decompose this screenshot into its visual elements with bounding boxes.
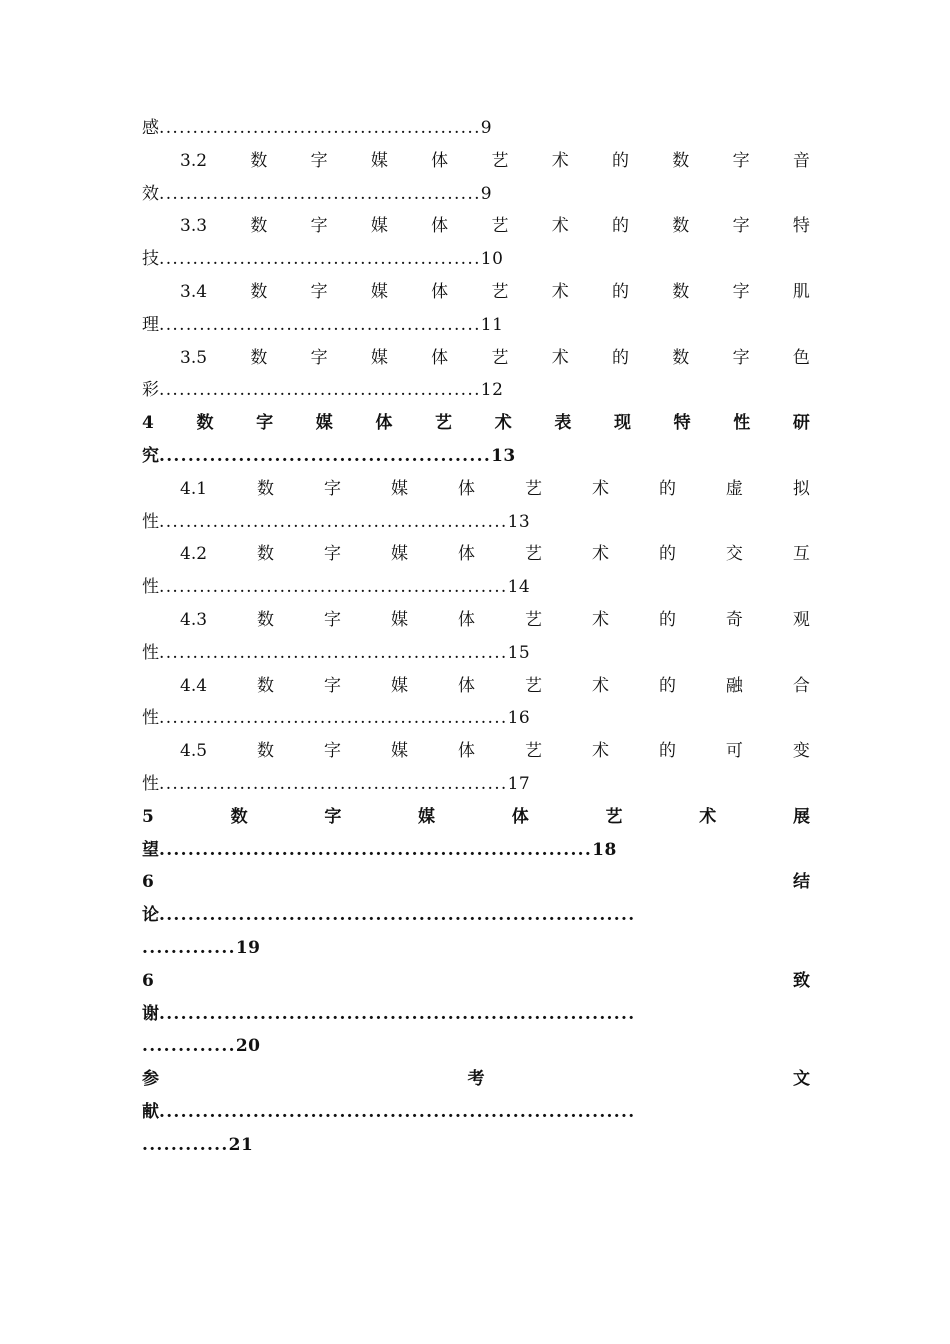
toc-heading-token: 的 (658, 675, 676, 696)
toc-line (142, 145, 810, 178)
toc-heading-token: 字 (324, 741, 342, 762)
toc-heading-token: 数 (672, 281, 690, 302)
toc-heading-token: 艺 (524, 544, 542, 565)
toc-heading-token: 肌 (792, 281, 810, 302)
toc-line (142, 670, 810, 703)
toc-heading-token: 6 (142, 970, 154, 991)
toc-heading-token: 特 (792, 216, 810, 237)
toc-heading-token: 4 (142, 413, 154, 434)
toc-page-number: 20 (235, 1036, 261, 1057)
toc-heading-token: 结 (793, 872, 810, 893)
toc-heading-text: 性 (142, 511, 159, 532)
toc-heading-token: 字 (324, 609, 342, 630)
toc-heading-token: 数 (257, 609, 275, 630)
toc-heading-token: 媒 (391, 544, 408, 565)
toc-heading-token: 术 (591, 544, 609, 565)
toc-heading-token: 数 (257, 675, 275, 696)
toc-heading-token: 数 (672, 150, 690, 171)
toc-heading-token: 合 (792, 675, 810, 696)
toc-heading-token: 参 (142, 1069, 159, 1090)
toc-heading-token: 术 (494, 413, 512, 434)
toc-heading-token: 媒 (315, 413, 333, 434)
toc-heading-token: 字 (324, 806, 342, 827)
toc-heading-token: 媒 (370, 150, 388, 171)
toc-heading-text: 效 (142, 183, 159, 204)
toc-heading-token: 6 (142, 872, 154, 893)
toc-heading-text: 性 (142, 577, 159, 598)
toc-heading-token: 4.3 (180, 609, 208, 630)
toc-heading-token: 考 (467, 1069, 485, 1090)
toc-page-number: 10 (480, 249, 504, 270)
toc-heading-token: 3.4 (180, 281, 208, 302)
toc-heading-text: 望 (142, 839, 159, 860)
toc-heading-token: 数 (250, 347, 268, 368)
toc-heading-token: 5 (142, 806, 154, 827)
toc-heading-token: 数 (250, 281, 268, 302)
toc-line (142, 309, 810, 342)
toc-line (142, 768, 810, 801)
toc-heading-token: 奇 (725, 609, 743, 630)
toc-heading-token: 虚 (725, 478, 743, 499)
toc-heading-token: 艺 (524, 478, 542, 499)
toc-dot-leader: ................................................ (159, 118, 481, 138)
toc-heading-token: 媒 (370, 347, 388, 368)
toc-line (142, 932, 810, 965)
toc-heading-token: 艺 (491, 216, 509, 237)
toc-heading-token: 字 (324, 675, 342, 696)
toc-line (142, 210, 810, 243)
toc-heading-text: 彩 (142, 380, 159, 401)
toc-heading-token: 术 (551, 150, 569, 171)
toc-dot-leader: ............. (142, 937, 236, 958)
toc-heading-token: 体 (457, 741, 475, 762)
toc-line (142, 998, 810, 1031)
toc-line (142, 834, 810, 867)
toc-dot-leader: .................................................... (159, 511, 508, 532)
toc-dot-leader: .............................................. (159, 445, 492, 466)
toc-line (142, 440, 810, 473)
toc-line (142, 1129, 810, 1162)
toc-line (142, 571, 810, 604)
toc-dot-leader: .................................................................. (159, 1003, 636, 1024)
toc-dot-leader: .................................................................. (159, 905, 636, 926)
toc-line (142, 866, 810, 899)
toc-heading-text: 谢 (142, 1003, 159, 1024)
toc-heading-token: 的 (658, 478, 676, 499)
toc-line (142, 276, 810, 309)
toc-line (142, 407, 810, 440)
toc-heading-token: 色 (792, 347, 810, 368)
toc-heading-token: 艺 (491, 281, 509, 302)
toc-heading-token: 数 (230, 806, 248, 827)
toc-heading-token: 致 (793, 970, 810, 991)
toc-heading-token: 术 (591, 478, 609, 499)
toc-heading-token: 体 (431, 216, 449, 237)
toc-heading-token: 数 (257, 544, 275, 565)
toc-heading-token: 媒 (391, 609, 408, 630)
toc-page-number: 21 (228, 1134, 254, 1155)
toc-heading-token: 数 (672, 347, 690, 368)
toc-heading-token: 数 (257, 741, 275, 762)
toc-line (142, 801, 810, 834)
toc-dot-leader: ............. (142, 1036, 236, 1057)
toc-heading-token: 数 (196, 413, 214, 434)
toc-page-number: 9 (480, 183, 493, 204)
toc-heading-token: 体 (457, 478, 475, 499)
toc-heading-token: 融 (725, 675, 743, 696)
toc-heading-token: 艺 (524, 609, 542, 630)
toc-line (142, 538, 810, 571)
toc-heading-token: 性 (733, 413, 751, 434)
toc-heading-token: 艺 (435, 413, 453, 434)
toc-dot-leader: .................................................... (159, 773, 508, 794)
toc-heading-token: 的 (658, 544, 676, 565)
toc-heading-token: 体 (431, 281, 449, 302)
toc-page-number: 11 (480, 314, 504, 335)
toc-page-number: 15 (507, 642, 531, 663)
toc-heading-token: 拟 (792, 478, 810, 499)
toc-page-number: 13 (507, 511, 531, 532)
toc-heading-text: 理 (142, 314, 159, 335)
toc-heading-token: 的 (612, 150, 630, 171)
toc-heading-token: 术 (591, 609, 609, 630)
toc-heading-token: 字 (310, 216, 328, 237)
toc-heading-text: 性 (142, 773, 159, 794)
toc-dot-leader: ................................................ (159, 249, 481, 270)
toc-page-number: 18 (592, 839, 617, 860)
toc-heading-token: 4.5 (180, 741, 208, 762)
toc-heading-token: 数 (250, 150, 268, 171)
toc-line (142, 1030, 810, 1063)
toc-heading-token: 体 (457, 609, 475, 630)
toc-dot-leader: ................................................ (159, 380, 481, 401)
toc-heading-token: 体 (375, 413, 393, 434)
toc-heading-token: 字 (324, 478, 342, 499)
toc-heading-token: 3.5 (180, 347, 208, 368)
toc-heading-token: 字 (324, 544, 342, 565)
toc-heading-token: 媒 (391, 478, 408, 499)
toc-heading-token: 术 (591, 741, 609, 762)
toc-heading-token: 字 (310, 347, 328, 368)
toc-line (142, 1096, 810, 1129)
toc-page-number: 12 (480, 380, 504, 401)
toc-heading-token: 字 (732, 281, 750, 302)
toc-line (142, 112, 810, 145)
toc-line (142, 735, 810, 768)
toc-heading-token: 展 (792, 806, 810, 827)
toc-heading-token: 体 (457, 544, 475, 565)
toc-heading-token: 术 (699, 806, 717, 827)
toc-heading-token: 字 (256, 413, 274, 434)
toc-heading-token: 观 (792, 609, 810, 630)
toc-heading-token: 可 (725, 741, 743, 762)
toc-heading-token: 变 (792, 741, 810, 762)
toc-heading-token: 4.1 (180, 478, 208, 499)
toc-dot-leader: .................................................... (159, 577, 508, 598)
toc-dot-leader: .................................................................. (159, 1101, 636, 1122)
toc-heading-token: 数 (250, 216, 268, 237)
toc-heading-text: 论 (142, 905, 159, 926)
toc-heading-token: 4.2 (180, 544, 208, 565)
toc-heading-token: 的 (612, 216, 630, 237)
toc-line (142, 473, 810, 506)
toc-heading-token: 3.3 (180, 216, 208, 237)
toc-page-number: 14 (507, 577, 531, 598)
toc-heading-token: 字 (310, 150, 328, 171)
toc-line (142, 342, 810, 375)
toc-line (142, 178, 810, 211)
toc-heading-text: 性 (142, 708, 159, 729)
toc-heading-token: 艺 (491, 150, 509, 171)
toc-heading-token: 艺 (605, 806, 623, 827)
toc-page-number: 16 (507, 708, 531, 729)
toc-heading-token: 术 (551, 216, 569, 237)
table-of-contents (142, 112, 810, 1162)
toc-heading-token: 术 (551, 347, 569, 368)
toc-dot-leader: ................................................ (159, 314, 481, 335)
toc-line (142, 899, 810, 932)
toc-page-number: 13 (491, 445, 516, 466)
toc-heading-token: 术 (551, 281, 569, 302)
toc-heading-token: 艺 (491, 347, 509, 368)
toc-line (142, 243, 810, 276)
toc-heading-token: 字 (732, 150, 750, 171)
toc-heading-token: 媒 (370, 281, 388, 302)
toc-dot-leader: .................................................... (159, 708, 508, 729)
toc-line (142, 506, 810, 539)
toc-line (142, 374, 810, 407)
toc-heading-token: 术 (591, 675, 609, 696)
toc-heading-token: 媒 (418, 806, 436, 827)
toc-heading-token: 字 (732, 347, 750, 368)
toc-heading-text: 感 (142, 118, 159, 138)
toc-heading-token: 艺 (524, 741, 542, 762)
toc-heading-text: 技 (142, 249, 159, 270)
toc-page-number: 19 (235, 937, 261, 958)
toc-heading-token: 的 (658, 741, 676, 762)
toc-dot-leader: .................................................... (159, 642, 508, 663)
toc-line (142, 604, 810, 637)
toc-heading-token: 的 (658, 609, 676, 630)
toc-heading-token: 媒 (370, 216, 388, 237)
toc-heading-token: 体 (511, 806, 529, 827)
toc-heading-token: 表 (554, 413, 572, 434)
toc-page-number: 17 (507, 773, 531, 794)
toc-heading-token: 交 (725, 544, 743, 565)
toc-heading-token: 的 (612, 281, 630, 302)
toc-heading-token: 4.4 (180, 675, 208, 696)
toc-line (142, 637, 810, 670)
toc-dot-leader: ................................................ (159, 183, 481, 204)
toc-heading-token: 体 (431, 150, 449, 171)
toc-heading-token: 数 (672, 216, 690, 237)
toc-dot-leader: ............ (142, 1134, 229, 1155)
toc-heading-token: 互 (792, 544, 810, 565)
toc-page-number: 9 (480, 118, 493, 138)
toc-heading-token: 数 (257, 478, 275, 499)
toc-heading-token: 的 (612, 347, 630, 368)
toc-heading-token: 文 (793, 1069, 810, 1090)
toc-dot-leader: ............................................................ (159, 839, 593, 860)
toc-heading-token: 研 (792, 413, 810, 434)
toc-heading-text: 究 (142, 445, 159, 466)
toc-heading-token: 现 (613, 413, 631, 434)
toc-line (142, 702, 810, 735)
toc-heading-token: 体 (431, 347, 449, 368)
toc-heading-token: 艺 (524, 675, 542, 696)
toc-heading-text: 献 (142, 1101, 159, 1122)
toc-heading-token: 媒 (391, 675, 408, 696)
toc-heading-token: 体 (457, 675, 475, 696)
toc-heading-text: 性 (142, 642, 159, 663)
toc-heading-token: 音 (792, 150, 810, 171)
toc-line (142, 1063, 810, 1096)
toc-heading-token: 字 (310, 281, 328, 302)
toc-line (142, 965, 810, 998)
toc-heading-token: 字 (732, 216, 750, 237)
toc-heading-token: 3.2 (180, 150, 208, 171)
toc-heading-token: 媒 (391, 741, 408, 762)
toc-heading-token: 特 (673, 413, 691, 434)
